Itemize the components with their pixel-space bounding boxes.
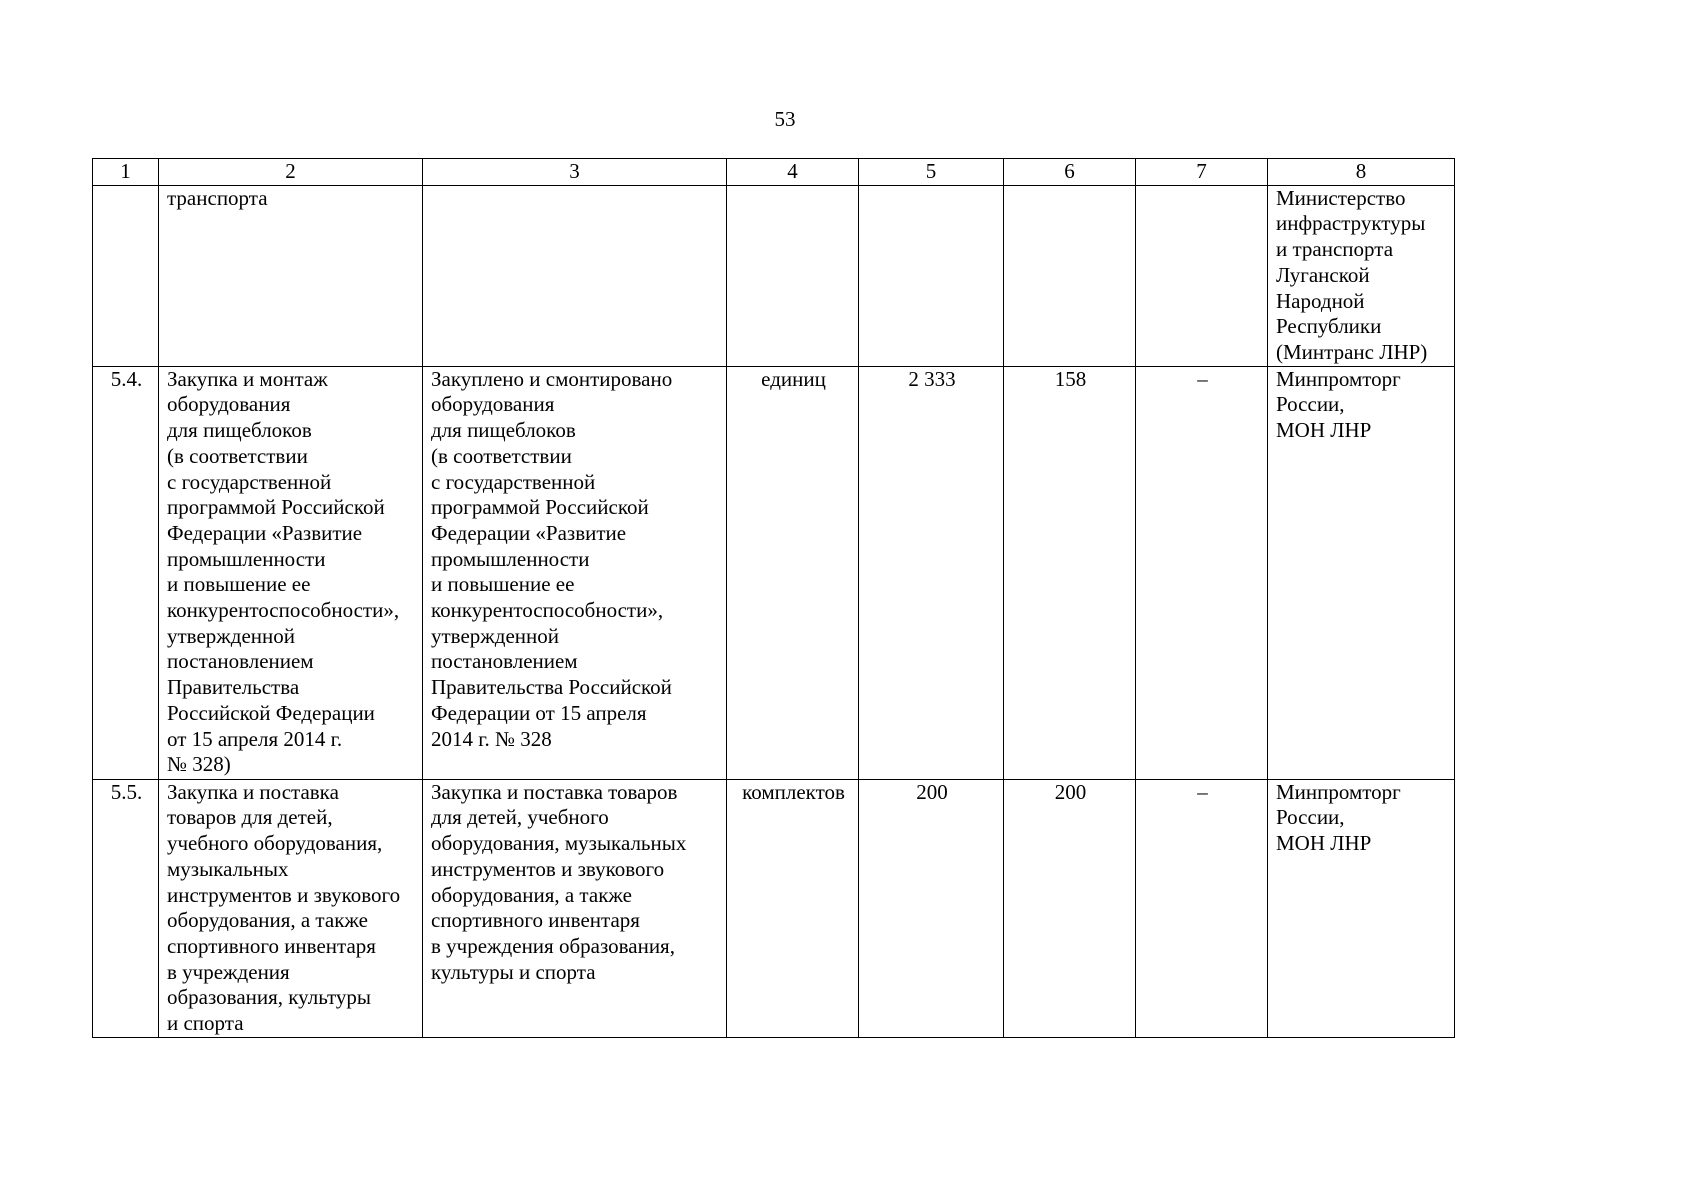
header-col-5: 5 <box>859 159 1004 186</box>
result-description <box>423 185 727 366</box>
responsible-body: Министерство инфраструктуры и транспорта Луганской Народной Республики (Минтранс ЛНР) <box>1268 185 1455 366</box>
table-row <box>93 779 1455 1037</box>
value-col-6 <box>1004 185 1136 366</box>
value-col-6: 158 <box>1004 366 1136 779</box>
header-col-3: 3 <box>423 159 727 186</box>
value-col-5: 200 <box>859 779 1004 1037</box>
table-row <box>93 366 1455 779</box>
responsible-body: Минпромторг России, МОН ЛНР <box>1268 779 1455 1037</box>
header-col-7: 7 <box>1136 159 1268 186</box>
page-number: 53 <box>774 107 796 131</box>
responsible-body: Минпромторг России, МОН ЛНР <box>1268 366 1455 779</box>
row-number: 5.4. <box>93 366 159 779</box>
value-col-6: 200 <box>1004 779 1136 1037</box>
value-col-7: – <box>1136 366 1268 779</box>
header-col-2: 2 <box>159 159 423 186</box>
header-col-8: 8 <box>1268 159 1455 186</box>
table-header-row <box>93 159 1455 186</box>
header-col-1: 1 <box>93 159 159 186</box>
activity-name: Закупка и поставка товаров для детей, учебного оборудования, музыкальных инструментов и звукового оборудования, а также спортивного инвентаря в учреждения образования, культуры и спорта <box>159 779 423 1037</box>
activity-name: транспорта <box>159 185 423 366</box>
row-number: 5.5. <box>93 779 159 1037</box>
activity-name: Закупка и монтаж оборудования для пищеблоков (в соответствии с государственной программой Российской Федерации «Развитие промышленности и повышение ее конкурентоспособности», утвержденной постановлением Правительства Российской Федерации от 15 апреля 2014 г. № 328) <box>159 366 423 779</box>
unit <box>727 185 859 366</box>
value-col-7: – <box>1136 779 1268 1037</box>
value-col-7 <box>1136 185 1268 366</box>
header-col-4: 4 <box>727 159 859 186</box>
row-number <box>93 185 159 366</box>
unit: комплектов <box>727 779 859 1037</box>
result-description: Закупка и поставка товаров для детей, учебного оборудования, музыкальных инструментов и звукового оборудования, а также спортивного инвентаря в учреждения образования, культуры и спорта <box>423 779 727 1037</box>
unit: единиц <box>727 366 859 779</box>
header-col-6: 6 <box>1004 159 1136 186</box>
value-col-5: 2 333 <box>859 366 1004 779</box>
result-description: Закуплено и смонтировано оборудования для пищеблоков (в соответствии с государственной программой Российской Федерации «Развитие промышленности и повышение ее конкурентоспособности», утвержденной постановлением Правительства Российской Федерации от 15 апреля 2014 г. № 328 <box>423 366 727 779</box>
table-row <box>93 185 1455 366</box>
activities-table <box>92 158 1455 1038</box>
value-col-5 <box>859 185 1004 366</box>
